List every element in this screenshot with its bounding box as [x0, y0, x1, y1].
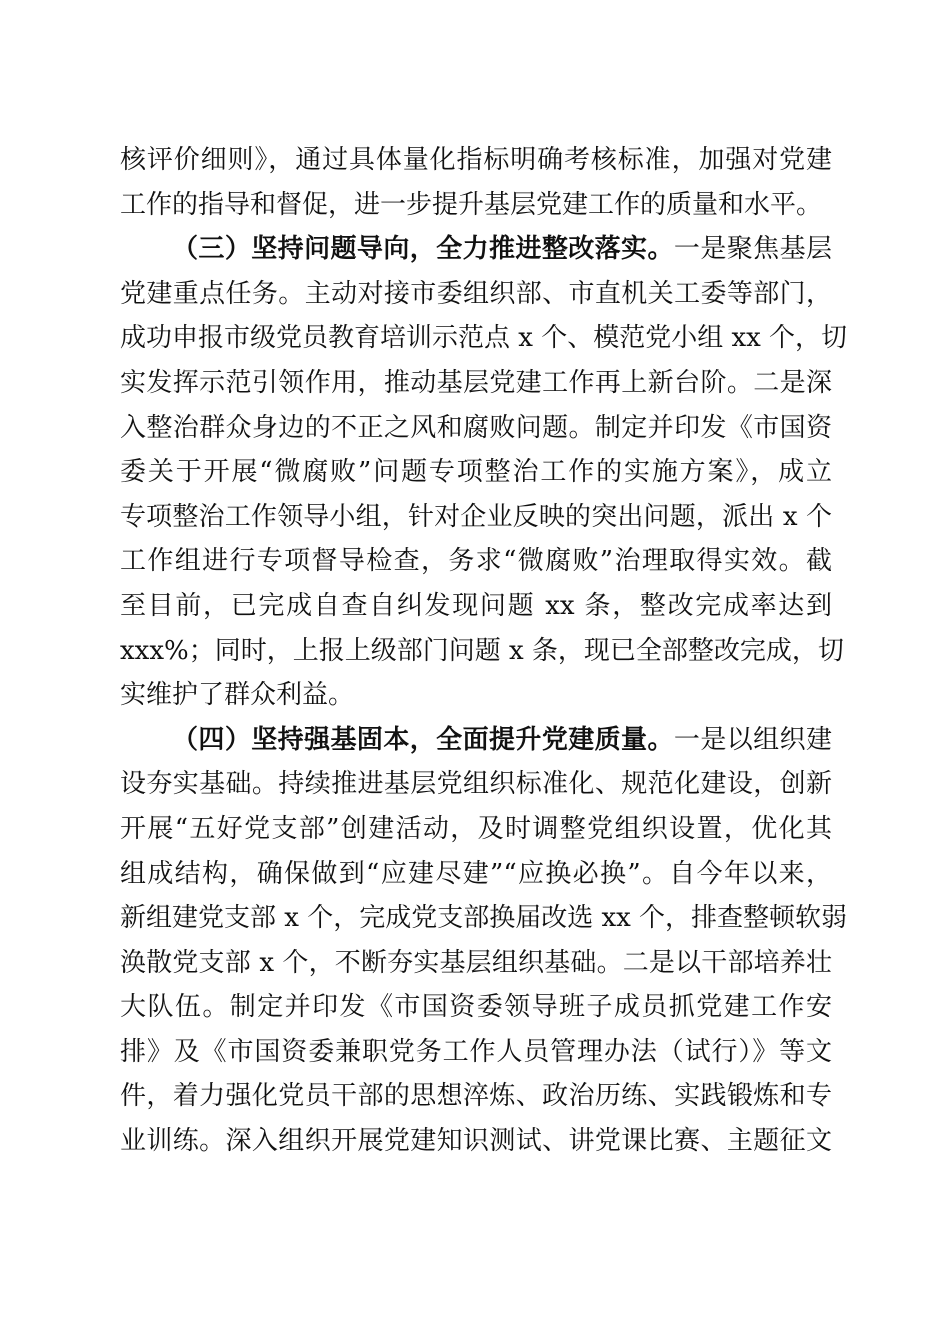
text-line: 业训练。深入组织开展党建知识测试、讲党课比赛、主题征文 — [120, 1126, 832, 1157]
section-heading-line: （三）坚持问题导向，全力推进整改落实。一是聚焦基层 — [172, 234, 832, 265]
text-line: xxx%；同时，上报上级部门问题 x 条，现已全部整改完成，切 — [120, 635, 844, 666]
text-line: 专项整治工作领导小组，针对企业反映的突出问题，派出 x 个 — [120, 501, 832, 532]
text-line: 至目前，已完成自查自纠发现问题 xx 条，整改完成率达到 — [120, 590, 832, 621]
section-heading-4: （四）坚持强基固本，全面提升党建质量。 — [172, 724, 674, 755]
text-line: 核评价细则》，通过具体量化指标明确考核标准，加强对党建 — [120, 145, 832, 175]
text-line: 工作组进行专项督导检查，务求“微腐败”治理取得实效。截 — [120, 546, 832, 577]
text-line: 委关于开展“微腐败”问题专项整治工作的实施方案》，成立 — [120, 457, 832, 488]
section-heading-line: （四）坚持强基固本，全面提升党建质量。一是以组织建 — [172, 724, 832, 755]
text-line: 涣散党支部 x 个，不断夯实基层组织基础。二是以干部培养壮 — [120, 947, 832, 978]
text-line: 开展“五好党支部”创建活动，及时调整党组织设置，优化其 — [120, 813, 832, 844]
text-line: 实发挥示范引领作用，推动基层党建工作再上新台阶。二是深 — [120, 367, 832, 398]
text-line: 工作的指导和督促，进一步提升基层党建工作的质量和水平。 — [120, 189, 823, 220]
text-line: 组成结构，确保做到“应建尽建”“应换必换”。自今年以来， — [120, 858, 832, 889]
document-body — [120, 138, 848, 1164]
text-line: 成功申报市级党员教育培训示范点 x 个、模范党小组 xx 个，切 — [120, 323, 848, 354]
text-line: 实维护了群众利益。 — [120, 680, 355, 711]
text-line: 排》及《市国资委兼职党务工作人员管理办法（试行）》等文 — [120, 1036, 832, 1067]
section-heading-3: （三）坚持问题导向，全力推进整改落实。 — [172, 234, 674, 265]
text-line: 大队伍。制定并印发《市国资委领导班子成员抓党建工作安 — [120, 992, 832, 1023]
text-line: 设夯实基础。持续推进基层党组织标准化、规范化建设，创新 — [120, 769, 832, 800]
text-line: 新组建党支部 x 个，完成党支部换届改选 xx 个，排查整顿软弱 — [120, 903, 848, 934]
text-line: 党建重点任务。主动对接市委组织部、市直机关工委等部门， — [120, 278, 832, 309]
text-line: 件，着力强化党员干部的思想淬炼、政治历练、实践锻炼和专 — [120, 1081, 832, 1112]
text-line: 入整治群众身边的不正之风和腐败问题。制定并印发《市国资 — [120, 412, 832, 443]
